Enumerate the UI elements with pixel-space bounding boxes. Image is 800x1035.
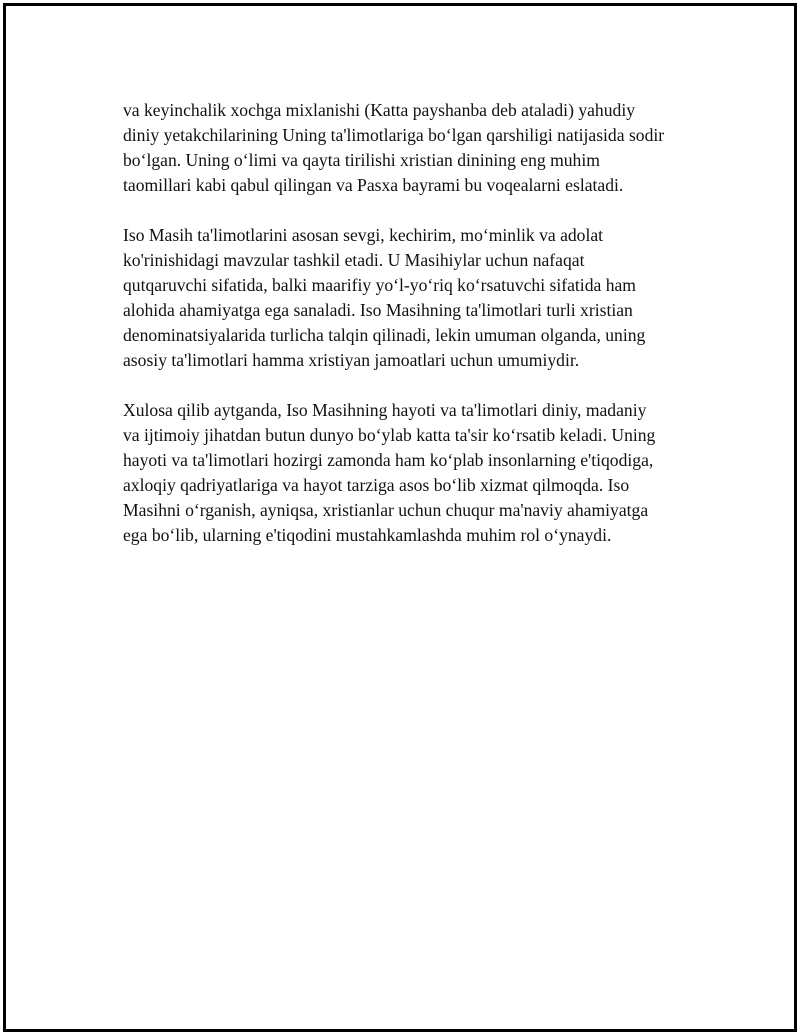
text-line: diniy yetakchilarining Uning ta'limotlariga bo‘lgan qarshiligi natijasida sodir xyxy=(123,125,665,145)
page-content xyxy=(123,98,703,573)
text-line: ko'rinishidagi mavzular tashkil etadi. U Masihiylar uchun nafaqat xyxy=(123,250,585,270)
paragraph-1 xyxy=(123,98,703,198)
text-line: Xulosa qilib aytganda, Iso Masihning hayoti va ta'limotlari diniy, madaniy xyxy=(123,400,647,420)
text-line: Iso Masih ta'limotlarini asosan sevgi, kechirim, mo‘minlik va adolat xyxy=(123,225,604,245)
text-line: denominatsiyalarida turlicha talqin qilinadi, lekin umuman olganda, uning xyxy=(123,325,646,345)
paragraph-2 xyxy=(123,223,703,373)
text-line: alohida ahamiyatga ega sanaladi. Iso Masihning ta'limotlari turli xristian xyxy=(123,300,633,320)
text-line: taomillari kabi qabul qilingan va Pasxa bayrami bu voqealarni eslatadi. xyxy=(123,175,624,195)
text-line: hayoti va ta'limotlari hozirgi zamonda ham ko‘plab insonlarning e'tiqodiga, xyxy=(123,450,654,470)
text-line: qutqaruvchi sifatida, balki maarifiy yo‘l-yo‘riq ko‘rsatuvchi sifatida ham xyxy=(123,275,636,295)
text-line: va keyinchalik xochga mixlanishi (Katta payshanba deb ataladi) yahudiy xyxy=(123,100,636,120)
text-line: Masihni o‘rganish, ayniqsa, xristianlar uchun chuqur ma'naviy ahamiyatga xyxy=(123,500,649,520)
text-line: ega bo‘lib, ularning e'tiqodini mustahkamlashda muhim rol o‘ynaydi. xyxy=(123,525,612,545)
paragraph-3 xyxy=(123,398,703,548)
page-border xyxy=(3,3,797,1032)
text-line: asosiy ta'limotlari hamma xristiyan jamoatlari uchun umumiydir. xyxy=(123,350,580,370)
text-line: axloqiy qadriyatlariga va hayot tarziga asos bo‘lib xizmat qilmoqda. Iso xyxy=(123,475,630,495)
text-line: va ijtimoiy jihatdan butun dunyo bo‘ylab katta ta'sir ko‘rsatib keladi. Uning xyxy=(123,425,656,445)
text-line: bo‘lgan. Uning o‘limi va qayta tirilishi xristian dinining eng muhim xyxy=(123,150,600,170)
